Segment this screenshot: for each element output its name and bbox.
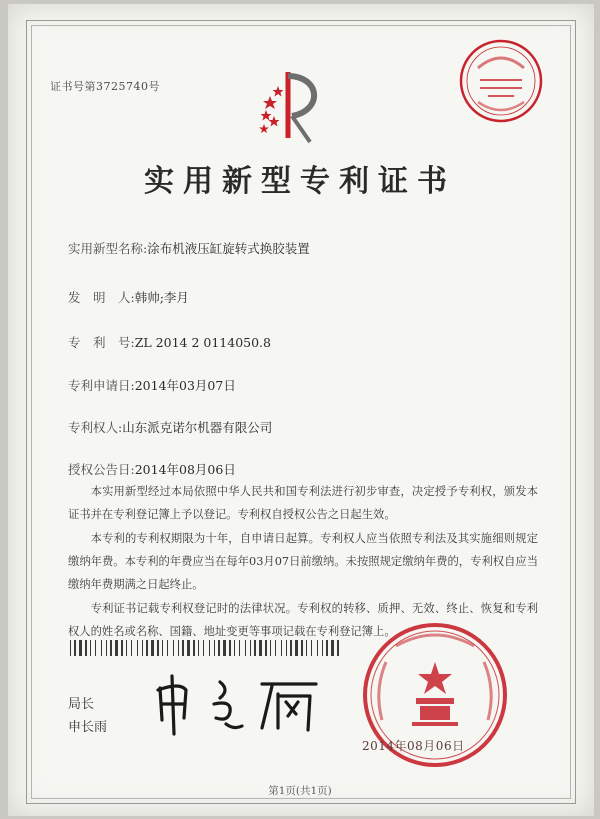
utility-model-name-label: 实用新型名称: (68, 241, 148, 256)
field-patent-no (68, 333, 271, 351)
patent-no-label: 专 利 号: (68, 335, 135, 350)
inventor-label: 发 明 人: (68, 290, 135, 305)
utility-model-name-value: 涂布机液压缸旋转式换胶装置 (147, 241, 310, 256)
body-paragraph-2: 本专利的专利权期限为十年，自申请日起算。专利权人应当依照专利法及其实施细则规定缴纳年费。本专利的年费应当在每年03月07日前缴纳。未按照规定缴纳年费的，专利权自应当缴纳年费期满之日起终止。 (68, 532, 538, 591)
field-filing-date (68, 376, 236, 394)
certificate-number: 证书号第3725740号 (50, 80, 160, 93)
director-name: 申长雨 (68, 720, 108, 735)
field-grant-date (68, 460, 236, 478)
field-inventor (68, 288, 189, 306)
filing-date-value: 2014年03月07日 (134, 378, 236, 393)
field-patentee (68, 418, 272, 436)
body-paragraph-3: 专利证书记载专利权登记时的法律状况。专利权的转移、质押、无效、终止、恢复和专利权人的姓名或名称、国籍、地址变更等事项记载在专利登记簿上。 (68, 602, 538, 638)
field-utility-model-name (68, 239, 310, 257)
barcode-icon (70, 640, 340, 656)
patentee-value: 山东派克诺尔机器有限公司 (122, 420, 273, 435)
grant-date-value: 2014年08月06日 (134, 462, 236, 477)
logo-stars (259, 86, 284, 133)
body-paragraph-1: 本实用新型经过本局依照中华人民共和国专利法进行初步审查，决定授予专利权，颁发本证书并在专利登记簿上予以登记。专利权自授权公告之日起生效。 (68, 485, 538, 521)
page-number: 第1页(共1页) (268, 785, 332, 797)
cnipa-logo-icon (258, 66, 326, 146)
handwritten-signature-icon (150, 668, 325, 738)
agency-seal-icon (458, 38, 544, 124)
director-title: 局长 (68, 697, 95, 712)
filing-date-label: 专利申请日: (68, 378, 135, 393)
patent-no-value: ZL 2014 2 0114050.8 (134, 335, 271, 350)
seal-date: 2014年08月06日 (362, 739, 465, 753)
patentee-label: 专利权人: (68, 420, 123, 435)
inventor-value: 韩帅;李月 (134, 290, 189, 305)
certificate-title: 实用新型专利证书 (144, 164, 456, 199)
grant-date-label: 授权公告日: (68, 462, 135, 477)
